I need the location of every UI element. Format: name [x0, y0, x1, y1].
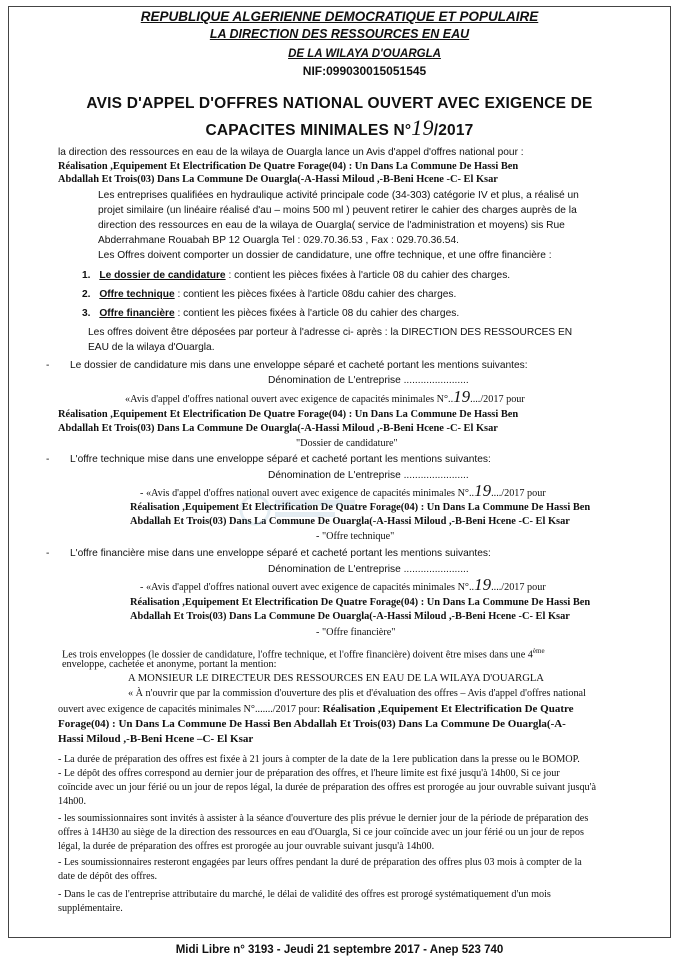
project-line2: Abdallah Et Trois(03) Dans La Commune De Ouargla(-A-Hassi Miloud ,-B-Beni Hcene -C- El Ksar: [58, 423, 498, 434]
header-wilaya: DE LA WILAYA D'OUARGLA: [288, 48, 441, 60]
handwritten-number: 19: [474, 481, 492, 500]
project-line2: Abdallah Et Trois(03) Dans La Commune De Ouargla(-A-Hassi Miloud ,-B-Beni Hcene -C- El Ksar: [58, 174, 498, 185]
page-title-line1: AVIS D'APPEL D'OFFRES NATIONAL OUVERT AVEC EXIGENCE DE: [86, 95, 593, 112]
header-republique: REPUBLIQUE ALGERIENNE DEMOCRATIQUE ET POPULAIRE: [140, 9, 539, 24]
bullet-dash: -: [46, 360, 50, 371]
project-line2: Abdallah Et Trois(03) Dans La Commune De Ouargla(-A-Hassi Miloud ,-B-Beni Hcene -C- El Ksar: [130, 516, 570, 527]
list-item: 2. Offre technique : contient les pièces fixées à l'article 08du cahier des charges.: [82, 289, 457, 300]
watermark-logo: [233, 480, 363, 540]
financiere-label: - "Offre financière": [316, 627, 396, 638]
ouvrir-line4: Hassi Miloud ,-B-Beni Hcene –C- El Ksar: [58, 733, 254, 745]
eligibility-line3: direction des ressources en eau de la wilaya de Ouargla( service de l'administration et moyens) sis Rue: [98, 220, 565, 231]
deposit-line2: EAU de la wilaya d'Ouargla.: [88, 342, 215, 353]
project-line1: Réalisation ,Equipement Et Electrification De Quatre Forage(04) : Un Dans La Commune De Hassi Ben: [58, 409, 519, 420]
project-line1: Réalisation ,Equipement Et Electrification De Quatre Forage(04) : Un Dans La Commune De Hassi Ben: [130, 502, 591, 513]
project-line1: Réalisation ,Equipement Et Electrification De Quatre Forage(04) : Un Dans La Commune De Hassi Ben: [130, 597, 591, 608]
header-nif: NIF:099030015051545: [302, 64, 427, 78]
project-line1: Réalisation ,Equipement Et Electrification De Quatre Forage(04) : Un Dans La Commune De Hassi Ben: [58, 161, 519, 172]
intro-text: la direction des ressources en eau de la wilaya de Ouargla lance un Avis d'appel d'offres national pour :: [58, 147, 524, 158]
title-number-handwritten: 19: [411, 115, 434, 140]
avis-line-candidature: «Avis d'appel d'offres national ouvert avec exigence de capacités minimales N°..19..../2017 pour: [125, 387, 525, 406]
denomination-line: Dénomination de L'entreprise .......................: [268, 564, 469, 575]
project-line2: Abdallah Et Trois(03) Dans La Commune De Ouargla(-A-Hassi Miloud ,-B-Beni Hcene -C- El Ksar: [130, 611, 570, 622]
list-item: 1. Le dossier de candidature : contient les pièces fixées à l'article 08 du cahier des charges.: [82, 270, 511, 281]
three-envelopes-line2: enveloppe, cachetée et anonyme, portant la mention:: [62, 659, 277, 670]
page-title-line2: [0, 115, 679, 141]
monsieur-line: A MONSIEUR LE DIRECTEUR DES RESSOURCES EN EAU DE LA WILAYA D'OUARGLA: [128, 673, 544, 684]
deposit-line1: Les offres doivent être déposées par porteur à l'adresse ci- après : la DIRECTION DES RESSOURCES EN: [88, 327, 573, 338]
eligibility-line1: Les entreprises qualifiées en hydraulique activité principale code (34-303) catégorie IV et plus, a réalisé un: [98, 190, 579, 201]
condition-3c: légal, la durée de préparation des offres est prorogée au jour ouvrable suivant jusqu'à 14h00.: [58, 841, 435, 852]
condition-2c: 14h00.: [58, 796, 87, 807]
condition-5a: - Dans le cas de l'entreprise attributaire du marché, le délai de validité des offres est prorogé systématiquement d'un mois: [58, 889, 551, 900]
ouvrir-line3: Forage(04) : Un Dans La Commune De Hassi Ben Abdallah Et Trois(03) Dans La Commune De Ouargla(-A-: [58, 718, 566, 730]
bullet-dash: -: [46, 548, 50, 559]
condition-1: - La durée de préparation des offres est fixée à 21 jours à compter de la date de la 1ere publication dans la presse ou le BOMOP.: [58, 754, 580, 765]
eligibility-line5: Les Offres doivent comporter un dossier de candidature, une offre technique, et une offre financière :: [98, 250, 552, 261]
handwritten-number: 19: [474, 575, 492, 594]
technique-envelope-line: L'offre technique mise dans une enveloppe séparé et cacheté portant les mentions suivantes:: [70, 454, 491, 465]
condition-2a: - Le dépôt des offres correspond au dernier jour de préparation des offres, et l'heure limite est fixé jusqu'à 14h00, Si ce jour: [58, 768, 560, 779]
denomination-line: Dénomination de L'entreprise .......................: [268, 470, 469, 481]
three-envelopes-line1: Les trois enveloppes (le dossier de candidature, l'offre technique, et l'offre financière) doivent être mises dans une 4ème: [62, 647, 545, 661]
denomination-line: Dénomination de L'entreprise .......................: [268, 375, 469, 386]
ouvrir-line1: « À n'ouvrir que par la commission d'ouverture des plis et d'évaluation des offres – Avis d'appel d'offres national: [128, 688, 586, 699]
list-item: 3. Offre financière : contient les pièces fixées à l'article 08 du cahier des charges.: [82, 308, 460, 319]
candidature-label: "Dossier de candidature": [296, 438, 398, 449]
title-pre: CAPACITES MINIMALES N°: [205, 122, 412, 139]
ouvrir-line2: ouvert avec exigence de capacités minimales N°......./2017 pour: Réalisation ,Equipement Et Electrification De Quatre: [58, 703, 574, 715]
avis-line-technique: - «Avis d'appel d'offres national ouvert avec exigence de capacités minimales N°..19..../2017 pour: [140, 481, 546, 500]
footer-publication: Midi Libre n° 3193 - Jeudi 21 septembre 2017 - Anep 523 740: [175, 944, 504, 956]
condition-4a: - Les soumissionnaires resteront engagées par leurs offres pendant la duré de préparation des offres plus 03 mois à compter de la: [58, 857, 582, 868]
header-direction: LA DIRECTION DES RESSOURCES EN EAU: [209, 27, 470, 41]
technique-label: - "Offre technique": [316, 531, 395, 542]
financiere-envelope-line: L'offre financière mise dans une enveloppe séparé et cacheté portant les mentions suivantes:: [70, 548, 491, 559]
eligibility-line2: projet similaire (un linéaire réalisé d'au – moins 500 ml ) peuvent retirer le cahier des charges auprès de la: [98, 205, 577, 216]
condition-4b: date de dépôt des offres.: [58, 871, 158, 882]
condition-5b: supplémentaire.: [58, 903, 123, 914]
condition-3b: offres à 14H30 au siège de la direction des ressources en eau d'Ouargla, Si ce jour coïncide avec un jour férié ou un jour de repos: [58, 827, 584, 838]
condition-2b: coïncide avec un jour férié ou un jour de repos légal, la durée de préparation des offres est prorogée au jour ouvrable suivant jusqu'à: [58, 782, 596, 793]
title-year: /2017: [433, 122, 474, 139]
avis-line-financiere: - «Avis d'appel d'offres national ouvert avec exigence de capacités minimales N°..19..../2017 pour: [140, 575, 546, 594]
handwritten-number: 19: [453, 387, 471, 406]
bullet-dash: -: [46, 454, 50, 465]
condition-3a: - les soumissionnaires sont invités à assister à la séance d'ouverture des plis prévue le dernier jour de la période de préparation des: [58, 813, 589, 824]
candidature-envelope-line: Le dossier de candidature mis dans une enveloppe séparé et cacheté portant les mentions suivantes:: [70, 360, 528, 371]
eligibility-line4: Abderrahmane Rouabah BP 12 Ouargla Tel : 029.70.36.53 , Fax : 029.70.36.54.: [98, 235, 459, 246]
